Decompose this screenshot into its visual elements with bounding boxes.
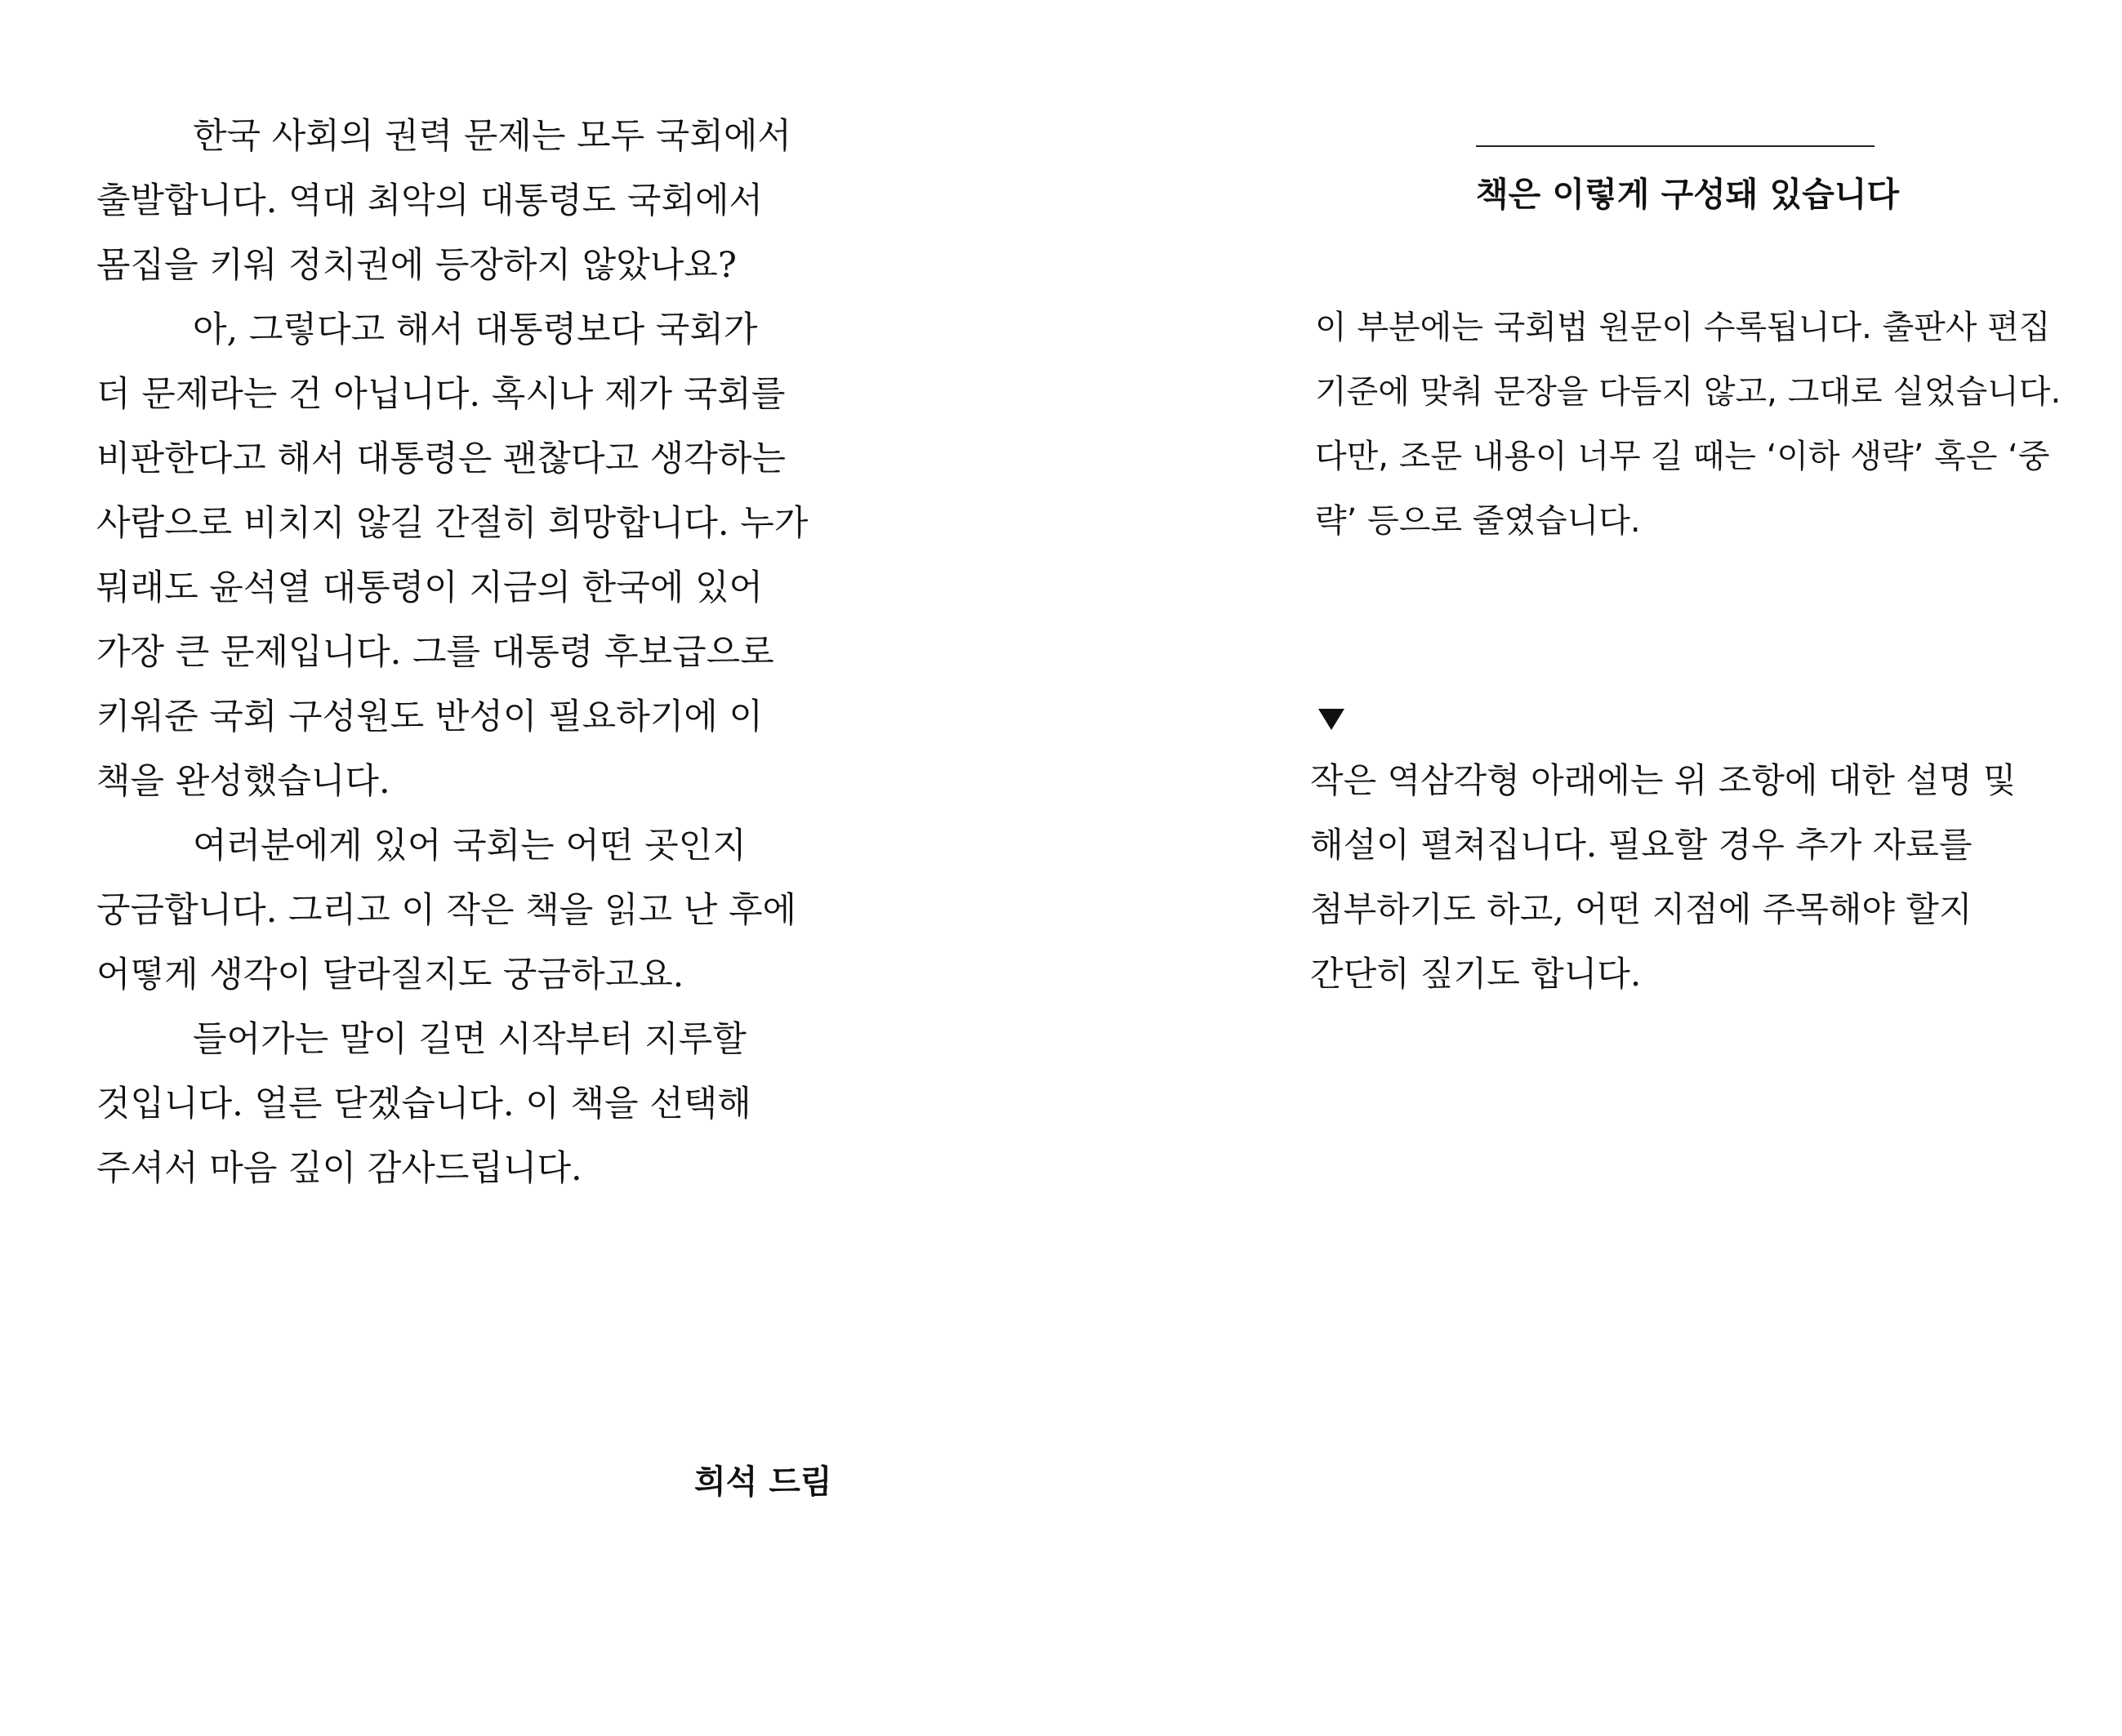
preface-line: 아, 그렇다고 해서 대통령보다 국회가 xyxy=(193,309,758,350)
explanation-line: 이 부분에는 국회법 원문이 수록됩니다. 출판사 편집 xyxy=(1315,309,2051,346)
commentary-explanation xyxy=(1310,748,2045,1006)
preface-line: 키워준 국회 구성원도 반성이 필요하기에 이 xyxy=(96,697,764,737)
explanation-line: 기준에 맞춰 문장을 다듬지 않고, 그대로 실었습니다. xyxy=(1315,373,2062,411)
explanation-line: 첨부하기도 하고, 어떤 지점에 주목해야 할지 xyxy=(1310,889,1973,929)
author-signature: 희석 드림 xyxy=(694,1463,832,1501)
down-triangle-icon xyxy=(1315,701,1348,733)
explanation-line: 간단히 짚기도 합니다. xyxy=(1310,954,1642,994)
preface-line: 한국 사회의 권력 문제는 모두 국회에서 xyxy=(193,116,791,157)
preface-line: 비판한다고 해서 대통령은 괜찮다고 생각하는 xyxy=(96,438,786,479)
preface-line: 들어가는 말이 길면 시작부터 지루할 xyxy=(193,1019,747,1060)
preface-line: 여러분에게 있어 국회는 어떤 곳인지 xyxy=(193,826,747,866)
preface-line: 주셔서 마음 깊이 감사드립니다. xyxy=(96,1148,582,1189)
explanation-line: 작은 역삼각형 아래에는 위 조항에 대한 설명 및 xyxy=(1310,760,2017,800)
preface-line: 몸집을 키워 정치권에 등장하지 않았나요? xyxy=(96,245,737,286)
explanation-line: 해설이 펼쳐집니다. 필요할 경우 추가 자료를 xyxy=(1310,825,1973,865)
preface-line: 뭐래도 윤석열 대통령이 지금의 한국에 있어 xyxy=(96,568,764,608)
law-text-explanation xyxy=(1315,296,2062,554)
preface-line: 어떻게 생각이 달라질지도 궁금하고요. xyxy=(96,955,684,995)
preface-line: 사람으로 비치지 않길 간절히 희망합니다. 누가 xyxy=(96,503,809,544)
right-page xyxy=(1061,0,2122,1736)
section-title: 책은 이렇게 구성돼 있습니다 xyxy=(1476,175,1900,214)
explanation-line: 다만, 조문 내용이 너무 길 때는 ‘이하 생략’ 혹은 ‘중 xyxy=(1315,438,2050,475)
preface-line: 더 문제라는 건 아닙니다. 혹시나 제가 국회를 xyxy=(96,374,786,415)
preface-line: 가장 큰 문제입니다. 그를 대통령 후보급으로 xyxy=(96,632,774,673)
preface-line: 것입니다. 얼른 닫겠습니다. 이 책을 선택해 xyxy=(96,1084,751,1124)
preface-line: 출발합니다. 역대 최악의 대통령도 국회에서 xyxy=(96,180,764,221)
title-rule xyxy=(1476,145,1875,147)
preface-line: 궁금합니다. 그리고 이 작은 책을 읽고 난 후에 xyxy=(96,890,797,931)
preface-line: 책을 완성했습니다. xyxy=(96,761,390,802)
preface-body xyxy=(96,105,831,1201)
explanation-line: 략’ 등으로 줄였습니다. xyxy=(1315,502,1641,540)
